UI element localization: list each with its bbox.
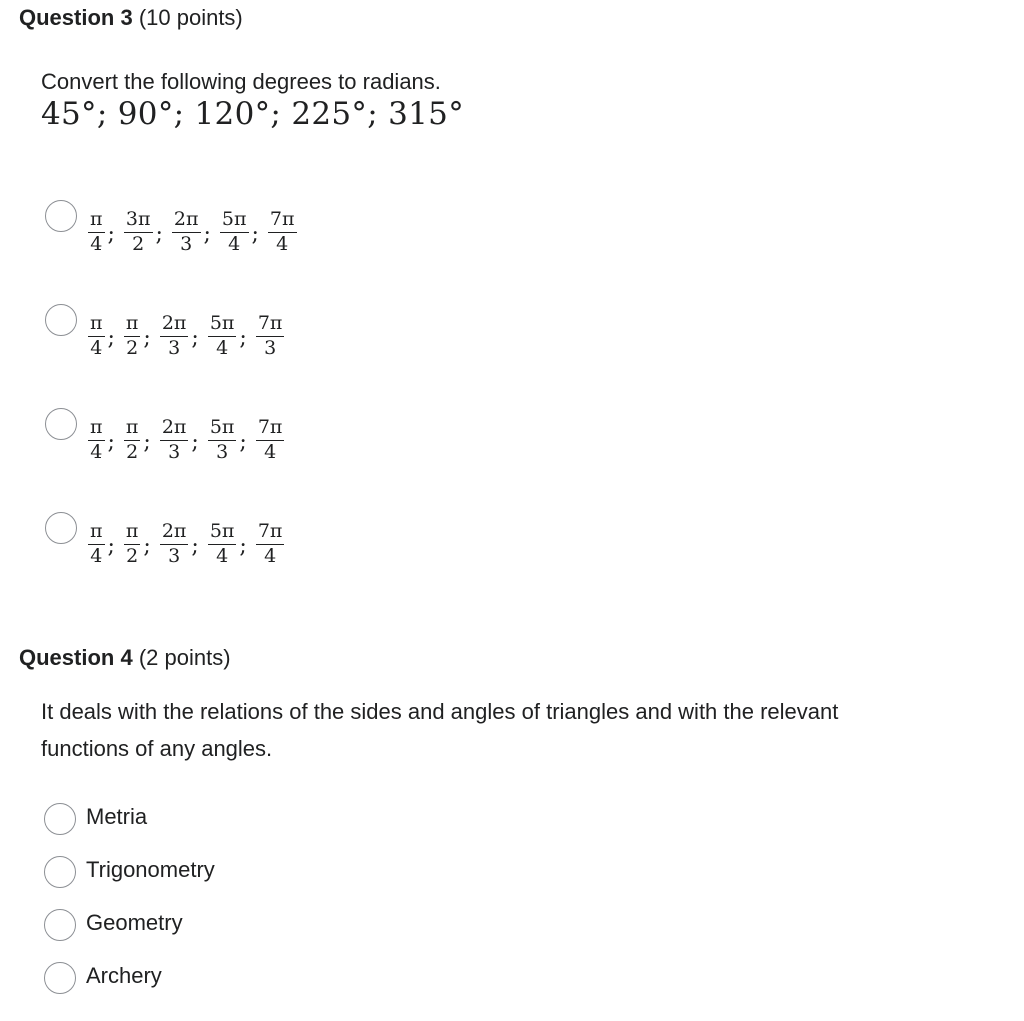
degree-value: 45°;: [41, 96, 108, 132]
fraction-separator: ;: [239, 429, 247, 455]
fraction: [124, 210, 153, 254]
question-3-title: Question 3: [19, 5, 133, 30]
question-4-prompt: [41, 693, 838, 767]
q4-choice-geometry-radio[interactable]: [44, 909, 76, 941]
q4-choice-archery-radio[interactable]: [44, 962, 76, 994]
degree-value: 90°;: [117, 96, 185, 132]
fraction: [88, 418, 105, 462]
question-4-header: [19, 645, 231, 671]
question-4-title: Question 4: [19, 645, 133, 670]
fraction-separator: ;: [143, 533, 151, 559]
degrees-list: [41, 96, 464, 132]
fraction: [160, 314, 189, 358]
fraction-numerator: π: [124, 522, 141, 545]
fraction: [124, 522, 141, 566]
fraction-numerator: 7π: [256, 418, 285, 441]
fraction-numerator: 5π: [220, 210, 249, 233]
q4-choice-metria-label[interactable]: Metria: [86, 804, 148, 829]
fraction: [220, 210, 249, 254]
fraction-numerator: π: [124, 314, 141, 337]
fraction-numerator: 5π: [208, 314, 237, 337]
fraction-separator: ;: [251, 221, 259, 247]
question-3-prompt: Convert the following degrees to radians.: [41, 69, 441, 94]
fraction: [208, 418, 237, 462]
question-3-points: (10 points): [138, 5, 243, 30]
fraction-denominator: 3: [168, 441, 181, 463]
fraction: [160, 418, 189, 462]
q4-choice-archery-label[interactable]: Archery: [86, 963, 162, 988]
fraction-denominator: 4: [264, 545, 277, 567]
q4-choice-trigonometry-radio[interactable]: [44, 856, 76, 888]
q3-choice-3-radio[interactable]: [45, 408, 77, 440]
fraction-numerator: 2π: [172, 210, 201, 233]
fraction-numerator: 3π: [124, 210, 153, 233]
fraction: [124, 418, 141, 462]
fraction: [208, 314, 237, 358]
fraction-denominator: 4: [90, 337, 103, 359]
q4-choice-trigonometry-label[interactable]: Trigonometry: [86, 857, 215, 882]
fraction-denominator: 4: [264, 441, 277, 463]
fraction-separator: ;: [155, 221, 163, 247]
fraction: [208, 522, 237, 566]
fraction-denominator: 2: [126, 441, 139, 463]
q3-choice-1[interactable]: [88, 206, 297, 258]
degree-value: 120°;: [194, 96, 282, 132]
fraction-numerator: π: [88, 522, 105, 545]
fraction-separator: ;: [191, 325, 199, 351]
fraction: [256, 522, 285, 566]
fraction-numerator: 7π: [256, 522, 285, 545]
q3-choice-2[interactable]: [88, 310, 284, 362]
question-4-prompt-line-1: It deals with the relations of the sides and angles of triangles and with the relevant: [41, 699, 839, 724]
fraction: [124, 314, 141, 358]
q3-choice-3[interactable]: [88, 414, 284, 466]
fraction-separator: ;: [107, 221, 115, 247]
fraction-numerator: π: [88, 314, 105, 337]
fraction-numerator: 7π: [256, 314, 285, 337]
fraction-separator: ;: [191, 533, 199, 559]
fraction: [160, 522, 189, 566]
fraction-separator: ;: [239, 325, 247, 351]
fraction-denominator: 4: [90, 233, 103, 255]
fraction-numerator: 5π: [208, 418, 237, 441]
fraction-denominator: 3: [264, 337, 277, 359]
fraction-numerator: 2π: [160, 418, 189, 441]
fraction-numerator: π: [88, 210, 105, 233]
question-4-points: (2 points): [138, 645, 231, 670]
fraction-separator: ;: [203, 221, 211, 247]
fraction: [88, 314, 105, 358]
fraction-denominator: 4: [228, 233, 241, 255]
fraction-denominator: 2: [132, 233, 145, 255]
fraction-numerator: 7π: [268, 210, 297, 233]
fraction: [256, 418, 285, 462]
q4-choice-geometry-label[interactable]: Geometry: [86, 910, 183, 935]
fraction: [172, 210, 201, 254]
fraction-separator: ;: [107, 533, 115, 559]
fraction-numerator: 2π: [160, 522, 189, 545]
fraction-denominator: 3: [168, 337, 181, 359]
question-3-header: [19, 5, 243, 31]
fraction-denominator: 3: [168, 545, 181, 567]
fraction: [256, 314, 285, 358]
fraction-separator: ;: [107, 429, 115, 455]
fraction-separator: ;: [191, 429, 199, 455]
fraction: [268, 210, 297, 254]
fraction-denominator: 3: [180, 233, 193, 255]
degree-value: 225°;: [291, 96, 378, 132]
fraction-numerator: π: [124, 418, 141, 441]
q3-choice-1-radio[interactable]: [45, 200, 77, 232]
fraction-separator: ;: [239, 533, 247, 559]
fraction-numerator: 2π: [160, 314, 189, 337]
fraction-denominator: 4: [216, 545, 229, 567]
fraction-numerator: 5π: [208, 522, 237, 545]
q3-choice-2-radio[interactable]: [45, 304, 77, 336]
fraction-numerator: π: [88, 418, 105, 441]
fraction-denominator: 2: [126, 337, 139, 359]
fraction-separator: ;: [143, 429, 151, 455]
fraction-separator: ;: [143, 325, 151, 351]
fraction: [88, 522, 105, 566]
degree-value: 315°: [388, 96, 465, 132]
q4-choice-metria-radio[interactable]: [44, 803, 76, 835]
q3-choice-4-radio[interactable]: [45, 512, 77, 544]
question-4-prompt-line-2: functions of any angles.: [41, 736, 273, 761]
fraction: [88, 210, 105, 254]
fraction-denominator: 4: [90, 441, 103, 463]
fraction-denominator: 4: [216, 337, 229, 359]
fraction-denominator: 3: [216, 441, 229, 463]
q3-choice-4[interactable]: [88, 518, 284, 570]
fraction-denominator: 4: [276, 233, 289, 255]
fraction-denominator: 4: [90, 545, 103, 567]
fraction-denominator: 2: [126, 545, 139, 567]
fraction-separator: ;: [107, 325, 115, 351]
